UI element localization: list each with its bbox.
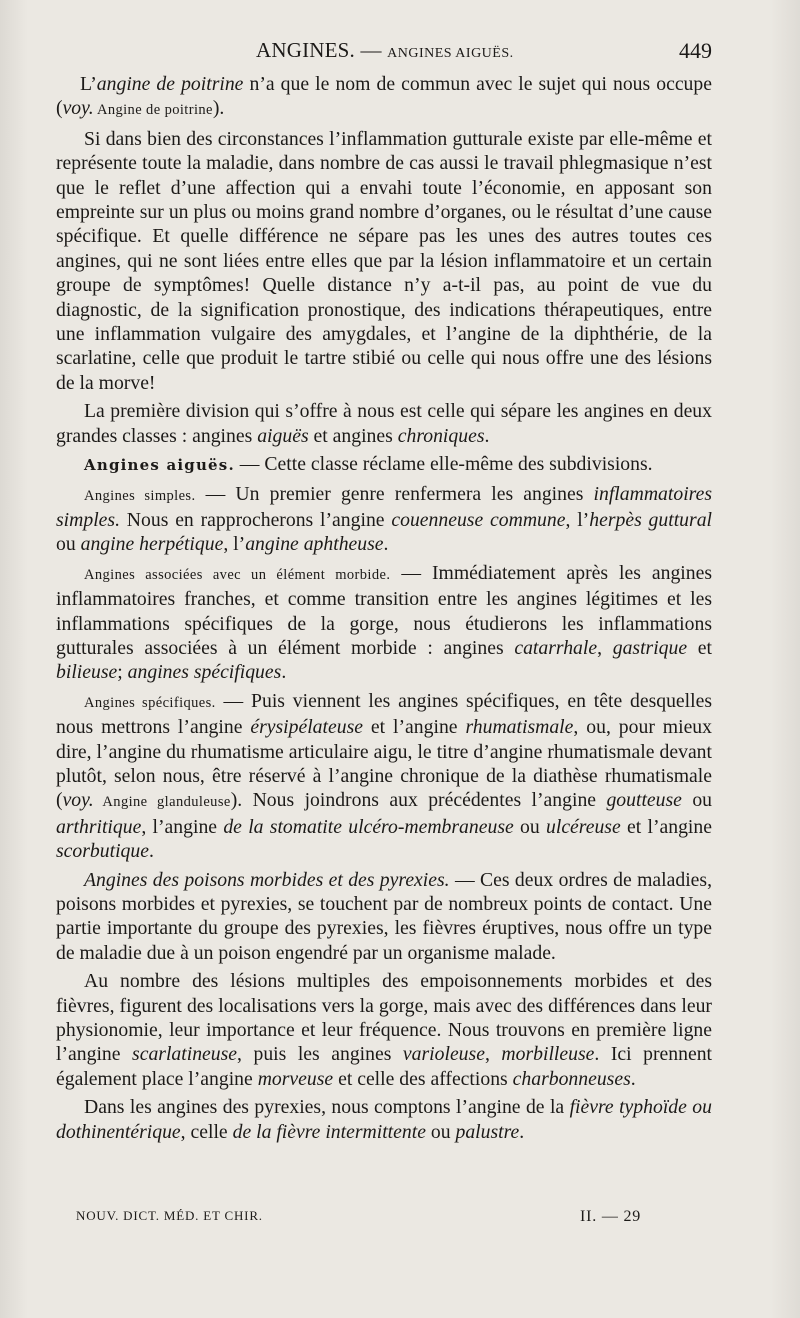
text-run: , l’ xyxy=(565,508,590,531)
italic-term: ulcéreuse xyxy=(546,815,621,838)
paragraph-angines-simples xyxy=(56,482,712,557)
italic-term: voy. xyxy=(62,789,94,812)
text-run: ). Nous joindrons aux précédentes l’angine xyxy=(230,789,607,812)
text-run: L’ xyxy=(80,73,97,95)
text-run: et l’angine xyxy=(620,815,712,838)
paragraph-inflammation: Si dans bien des circonstances l’inflammation gutturale existe par elle-même et représente toute la maladie, dans nombre de cas aussi le travail phlegmasique n’est que le reflet d’une affection qui a envahi toute l’économie, en apposant son empreinte sur un plus ou moins grand nombre d’organes, ou le résultat d’une cause spécifique. Et quelle différence ne sépare pas les unes des autres toutes ces angines, qui ne sont liées entre elles que par la lésion inflammatoire et un certain groupe de symptômes! Quelle distance n’y a-t-il pas, au point de vue du diagnostic, de la signification pronostique, des indications thérapeutiques, entre une inflammation vulgaire des amygdales, et l’angine de la diphthérie, de la scarlatine, celle que produit le tartre stibié ou celle qui nous offre une des lésions de la morve! xyxy=(56,127,712,394)
signature-mark: NOUV. DICT. MÉD. ET CHIR. xyxy=(76,1208,263,1223)
section-heading: Angines aiguës. xyxy=(84,456,235,475)
text-run: ). xyxy=(212,97,225,120)
text-run: ou xyxy=(56,533,81,556)
running-head xyxy=(256,38,514,63)
italic-term: bilieuse xyxy=(56,661,118,684)
paragraph-premiere-division xyxy=(56,399,712,448)
paragraph-angines-specifiques xyxy=(56,689,712,864)
text-run: et celle des affections xyxy=(333,1067,513,1090)
body-text xyxy=(56,72,712,1148)
italic-term: morbilleuse xyxy=(501,1043,595,1066)
text-run: ; xyxy=(117,661,128,684)
text-run: n’a que le nom de commun avec le sujet qui nous occupe ( xyxy=(56,73,712,120)
italic-term: de la stomatite ulcéro-membraneuse xyxy=(223,815,514,838)
italic-term: arthritique xyxy=(56,815,142,838)
italic-term: angines spécifiques xyxy=(127,661,282,684)
italic-term: chroniques xyxy=(397,424,485,447)
subsection-heading: Angines associées avec un élément morbide. xyxy=(84,566,391,583)
italic-term: inflammatoires simples. xyxy=(56,482,713,531)
italic-term: scorbutique xyxy=(56,840,149,863)
subsection-heading: Angines spécifiques. xyxy=(84,694,216,711)
paragraph-lesions-multiples xyxy=(56,969,712,1091)
italic-term: goutteuse xyxy=(606,789,682,812)
italic-term: varioleuse xyxy=(402,1043,485,1066)
text-run: et angines xyxy=(308,424,398,447)
page-header xyxy=(56,38,712,68)
paragraph-angines-aigues xyxy=(56,452,712,477)
italic-term: voy. xyxy=(62,97,94,120)
text-run: . xyxy=(148,840,154,863)
text-run: Au nombre des lésions multiples des empoisonnements morbides et des fièvres, figurent des localisations vers la gorge, mais avec des différences dans leur physionomie, leur importance et leur fréquence. Nous trouvons en première ligne l’angine xyxy=(56,970,712,1066)
italic-term: morveuse xyxy=(257,1067,334,1090)
text-run: . xyxy=(383,533,389,556)
subsection-heading: Angines simples. xyxy=(84,487,196,504)
text-run: , celle xyxy=(180,1120,233,1143)
text-run: Nous en rapprocherons l’angine xyxy=(119,508,392,531)
italic-term: érysipélateuse xyxy=(250,716,363,739)
text-run: , ou, pour mieux dire, l’angine du rhumatisme articulaire aigu, le titre d’angine rhumatismale devant plutôt, selon nous, être réservé à l’angine chronique de la diathèse rhumatismale ( xyxy=(56,716,712,812)
text-run: ou xyxy=(425,1120,456,1143)
italic-heading: Angines des poisons morbides et des pyrexies. xyxy=(84,868,450,891)
italic-term: de la fièvre intermittente xyxy=(232,1120,426,1143)
text-run: . xyxy=(484,424,490,447)
italic-term: angine herpétique xyxy=(80,533,224,556)
paragraph-poisons-morbides xyxy=(56,868,712,966)
italic-term: couenneuse commune xyxy=(391,508,566,531)
text-run: . xyxy=(630,1067,636,1090)
paragraph-pyrexies xyxy=(56,1095,712,1144)
running-head-main: ANGINES. xyxy=(256,38,356,62)
page-number: 449 xyxy=(679,38,712,63)
italic-term: gastrique xyxy=(612,636,688,659)
text-run: , xyxy=(597,636,613,659)
italic-term: herpès guttural xyxy=(589,508,713,531)
italic-term: palustre xyxy=(455,1120,520,1143)
text-run: , l’ xyxy=(223,533,246,556)
running-head-separator: — xyxy=(355,38,388,62)
italic-term: angine de poitrine xyxy=(96,73,244,95)
text-run: , puis les angines xyxy=(237,1043,403,1066)
text-run: . xyxy=(281,661,287,684)
running-head-sub: ANGINES AIGUËS. xyxy=(387,46,514,61)
text-run: — Un premier genre renfermera les angines xyxy=(195,482,594,505)
text-run: et l’angine xyxy=(362,716,466,739)
text-run: . xyxy=(519,1120,525,1143)
text-run: — Ces deux ordres de maladies, poisons morbides et pyrexies, se touchent par de nombreux points de contact. Une partie importante du groupe des pyrexies, les fièvres éruptives, nous offre un type de maladie due à un poison engendré par un organisme malade. xyxy=(56,868,712,964)
italic-term: scarlatineuse xyxy=(132,1043,238,1066)
text-run: . Ici prennent également place l’angine xyxy=(56,1043,713,1090)
sheet-number: II. — 29 xyxy=(580,1208,642,1225)
paragraph-angine-de-poitrine xyxy=(56,72,712,123)
text-run: , xyxy=(484,1043,502,1066)
text-run: , l’angine xyxy=(141,815,224,838)
cross-reference: Angine de poitrine xyxy=(93,102,213,119)
text-run: La première division qui s’offre à nous est celle qui sépare les angines en deux grandes classes : angines xyxy=(56,400,712,447)
text-run: — Puis viennent les angines spécifiques, en tête desquelles nous mettrons l’angine xyxy=(56,689,713,739)
italic-term: fièvre typhoïde ou dothinentérique xyxy=(56,1096,712,1143)
text-run: — Cette classe réclame elle-même des subdivisions. xyxy=(234,453,653,476)
text-run: ou xyxy=(681,789,713,812)
paragraph-angines-associees xyxy=(56,561,712,685)
text-run: — Immédiatement après les angines inflammatoires franches, et comme transition entre les angines légitimes et les inflammations spécifiques de la gorge, nous étudierons les inflammations gutturales associées à un élément morbide : angines xyxy=(56,561,712,659)
italic-term: aiguës xyxy=(257,424,309,447)
text-run: et xyxy=(687,636,713,659)
italic-term: angine aphtheuse xyxy=(245,533,384,556)
italic-term: catarrhale xyxy=(514,636,598,659)
italic-term: charbonneuses xyxy=(512,1067,631,1090)
italic-term: rhumatismale xyxy=(465,716,574,739)
text-run: Dans les angines des pyrexies, nous comptons l’angine de la xyxy=(84,1096,570,1119)
text-run: ou xyxy=(513,815,546,838)
cross-reference: Angine glanduleuse xyxy=(93,794,231,811)
